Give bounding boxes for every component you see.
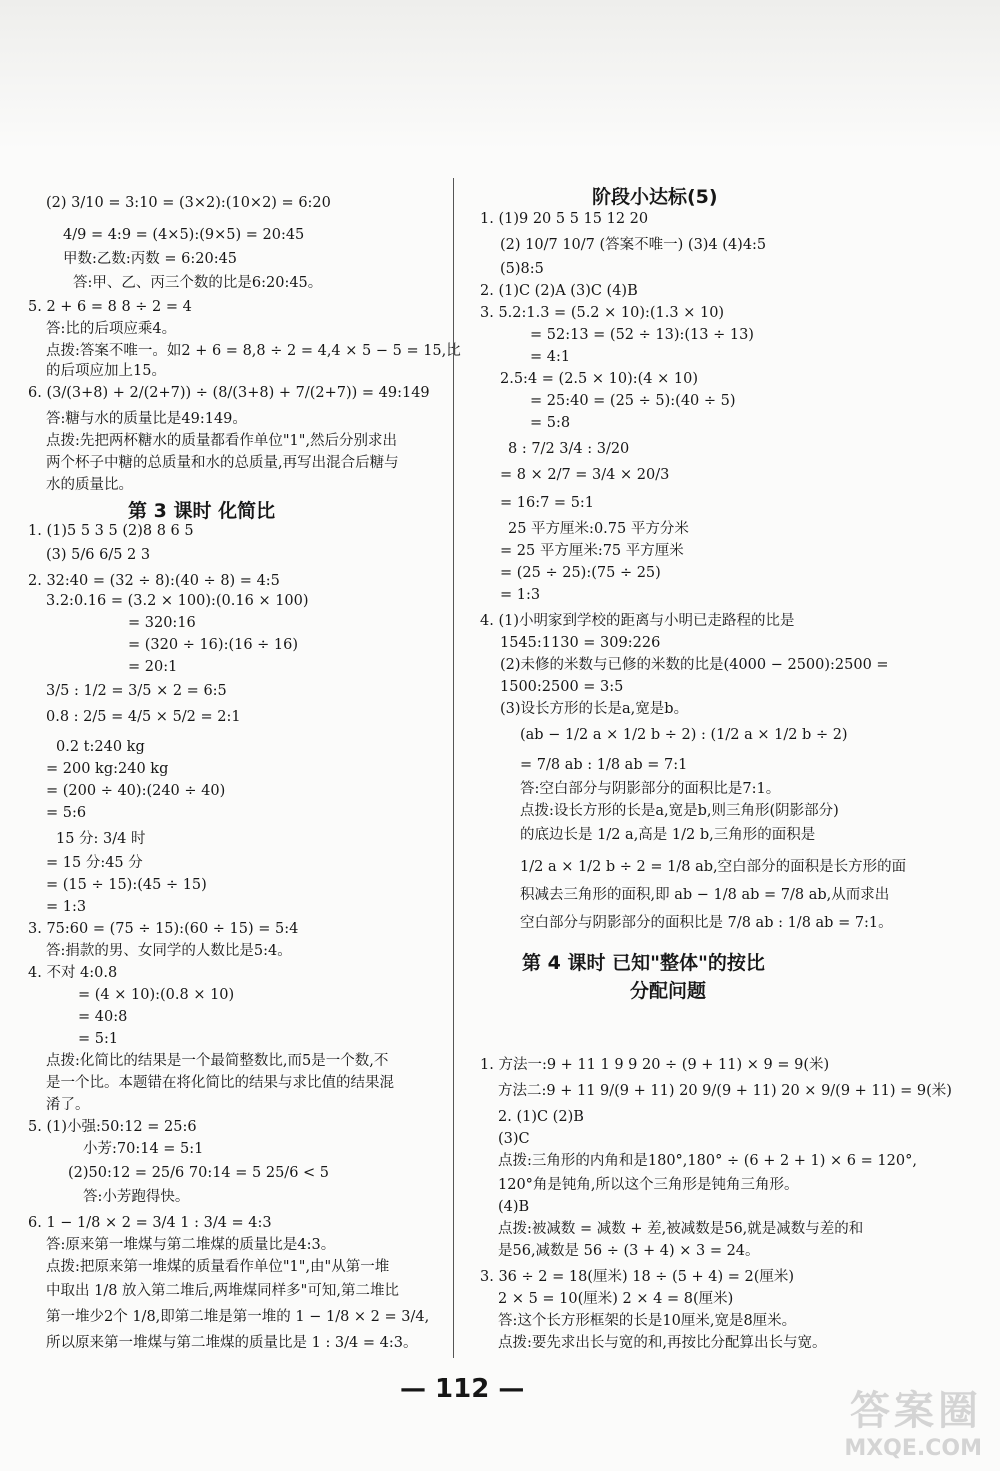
left-line: 答:糖与水的质量比是49:149。 [46, 411, 247, 427]
left-line: = 15 分:45 分 [46, 855, 143, 871]
right-line: 方法二:9 + 11 9/(9 + 11) 20 9/(9 + 11) 20 × 9/(9 + 11) = 9(米) [498, 1083, 952, 1099]
left-line: 3. 75:60 = (75 ÷ 15):(60 ÷ 15) = 5:4 [28, 921, 299, 937]
section-heading: 第 3 课时 化简比 [128, 500, 276, 522]
right-line: 点拨:被减数 = 减数 + 差,被减数是56,就是减数与差的和 [498, 1221, 864, 1237]
left-line: 答:捐款的男、女同学的人数比是5:4。 [46, 943, 292, 959]
right-line: 的底边长是 1/2 a,高是 1/2 b,三角形的面积是 [520, 827, 816, 843]
right-line: = 4:1 [530, 349, 571, 365]
left-line: 甲数:乙数:丙数 = 6:20:45 [63, 251, 238, 267]
right-line: 1. (1)9 20 5 5 15 12 20 [480, 211, 649, 227]
watermark-title: 答案圈 [850, 1388, 982, 1434]
left-line: 是一个比。本题错在将化简比的结果与求比值的结果混 [46, 1075, 394, 1091]
right-line: 点拨:要先求出长与宽的和,再按比分配算出长与宽。 [498, 1335, 827, 1351]
right-line: 点拨:设长方形的长是a,宽是b,则三角形(阴影部分) [520, 803, 839, 819]
watermark [844, 1379, 982, 1461]
section-heading: 第 4 课时 已知"整体"的按比 [522, 952, 765, 974]
left-line: = 40:8 [78, 1009, 128, 1025]
right-line: 3. 5.2:1.3 = (5.2 × 10):(1.3 × 10) [480, 305, 725, 321]
left-line: = (15 ÷ 15):(45 ÷ 15) [46, 877, 207, 893]
left-line: 点拨:先把两杯糖水的质量都看作单位"1",然后分别求出 [46, 433, 398, 449]
right-line: 2. (1)C (2)A (3)C (4)B [480, 283, 638, 299]
section-heading: 阶段小达标(5) [592, 186, 718, 208]
left-line: 3.2:0.16 = (3.2 × 100):(0.16 × 100) [46, 593, 309, 609]
left-line: 所以原来第一堆煤与第二堆煤的质量比是 1 : 3/4 = 4:3。 [46, 1335, 418, 1351]
left-line: 答:比的后项应乘4。 [46, 321, 177, 337]
left-line: = (320 ÷ 16):(16 ÷ 16) [128, 637, 299, 653]
left-line: 6. 1 − 1/8 × 2 = 3/4 1 : 3/4 = 4:3 [28, 1215, 272, 1231]
left-line: 3/5 : 1/2 = 3/5 × 2 = 6:5 [46, 683, 227, 699]
left-line: 第一堆少2个 1/8,即第二堆是第一堆的 1 − 1/8 × 2 = 3/4, [46, 1309, 430, 1325]
right-line: = 52:13 = (52 ÷ 13):(13 ÷ 13) [530, 327, 754, 343]
right-line: = 25 平方厘米:75 平方厘米 [500, 543, 684, 559]
right-line: 答:这个长方形框架的长是10厘米,宽是8厘米。 [498, 1313, 797, 1329]
left-line: = 1:3 [46, 899, 87, 915]
right-line: 25 平方厘米:0.75 平方分米 [508, 521, 689, 537]
left-line: = (4 × 10):(0.8 × 10) [78, 987, 235, 1003]
section-heading: 分配问题 [630, 980, 707, 1002]
right-line: 是56,减数是 56 ÷ (3 + 4) × 3 = 24。 [498, 1243, 760, 1259]
right-line: (5)8:5 [500, 261, 544, 277]
right-line: (2) 10/7 10/7 (答案不唯一) (3)4 (4)4:5 [500, 237, 767, 253]
right-line: = 25:40 = (25 ÷ 5):(40 ÷ 5) [530, 393, 736, 409]
left-line: 6. (3/(3+8) + 2/(2+7)) ÷ (8/(3+8) + 7/(2+7)) = 49:149 [28, 385, 430, 401]
left-line: (2)50:12 = 25/6 70:14 = 5 25/6 < 5 [68, 1165, 330, 1181]
left-line: 5. (1)小强:50:12 = 25:6 [28, 1119, 197, 1135]
left-line: 4/9 = 4:9 = (4×5):(9×5) = 20:45 [63, 227, 305, 243]
left-line: = 20:1 [128, 659, 178, 675]
left-line: 的后项应加上15。 [46, 363, 166, 379]
right-line: (ab − 1/2 a × 1/2 b ÷ 2) : (1/2 a × 1/2 b ÷ 2) [520, 727, 848, 743]
left-line: = 5:6 [46, 805, 87, 821]
right-line: 空白部分与阴影部分的面积比是 7/8 ab : 1/8 ab = 7:1。 [520, 915, 893, 931]
right-line: 2.5:4 = (2.5 × 10):(4 × 10) [500, 371, 698, 387]
left-line: 小芳:70:14 = 5:1 [83, 1141, 204, 1157]
right-line: (3)C [498, 1131, 530, 1147]
right-line: 2 × 5 = 10(厘米) 2 × 4 = 8(厘米) [498, 1291, 734, 1307]
right-line: (3)设长方形的长是a,宽是b。 [500, 701, 689, 717]
left-line: 点拨:答案不唯一。如2 + 6 = 8,8 ÷ 2 = 4,4 × 5 − 5 = 15,比 [46, 343, 461, 359]
left-line: 答:原来第一堆煤与第二堆煤的质量比是4:3。 [46, 1237, 336, 1253]
right-line: = 8 × 2/7 = 3/4 × 20/3 [500, 467, 670, 483]
right-line: 3. 36 ÷ 2 = 18(厘米) 18 ÷ (5 + 4) = 2(厘米) [480, 1269, 795, 1285]
right-line: (2)未修的米数与已修的米数的比是(4000 − 2500):2500 = [500, 657, 889, 673]
right-line: (4)B [498, 1199, 530, 1215]
left-line: 15 分: 3/4 时 [56, 831, 146, 847]
right-line: = 16:7 = 5:1 [500, 495, 595, 511]
left-line: 5. 2 + 6 = 8 8 ÷ 2 = 4 [28, 299, 192, 315]
left-line: 淆了。 [46, 1097, 90, 1113]
right-line: 点拨:三角形的内角和是180°,180° ÷ (6 + 2 + 1) × 6 = 120°, [498, 1153, 917, 1169]
left-line: 答:小芳跑得快。 [83, 1189, 190, 1205]
left-line: = 200 kg:240 kg [46, 761, 169, 777]
left-line: 0.2 t:240 kg [56, 739, 145, 755]
right-line: 答:空白部分与阴影部分的面积比是7:1。 [520, 781, 781, 797]
right-line: 积减去三角形的面积,即 ab − 1/8 ab = 7/8 ab,从而求出 [520, 887, 890, 903]
right-line: 1. 方法一:9 + 11 1 9 9 20 ÷ (9 + 11) × 9 = 9(米) [480, 1057, 830, 1073]
right-line: = (25 ÷ 25):(75 ÷ 25) [500, 565, 661, 581]
left-line: 点拨:化简比的结果是一个最简整数比,而5是一个数,不 [46, 1053, 389, 1069]
left-line: 2. 32:40 = (32 ÷ 8):(40 ÷ 8) = 4:5 [28, 573, 280, 589]
left-line: 中取出 1/8 放入第二堆后,两堆煤同样多"可知,第二堆比 [46, 1283, 399, 1299]
left-line: = 320:16 [128, 615, 196, 631]
left-line: 点拨:把原来第一堆煤的质量看作单位"1",由"从第一堆 [46, 1259, 390, 1275]
right-line: = 7/8 ab : 1/8 ab = 7:1 [520, 757, 688, 773]
right-line: 120°角是钝角,所以这个三角形是钝角三角形。 [498, 1177, 799, 1193]
left-line: (2) 3/10 = 3:10 = (3×2):(10×2) = 6:20 [46, 195, 331, 211]
left-line: (3) 5/6 6/5 2 3 [46, 547, 151, 563]
right-line: 8 : 7/2 3/4 : 3/20 [508, 441, 630, 457]
right-line: 2. (1)C (2)B [498, 1109, 584, 1125]
left-line: 0.8 : 2/5 = 4/5 × 5/2 = 2:1 [46, 709, 241, 725]
page-number: — 112 — [400, 1374, 525, 1404]
right-line: 1545:1130 = 309:226 [500, 635, 661, 651]
left-line: 1. (1)5 5 3 5 (2)8 8 6 5 [28, 523, 194, 539]
left-line: 4. 不对 4:0.8 [28, 965, 118, 981]
right-line: = 5:8 [530, 415, 571, 431]
right-line: 1/2 a × 1/2 b ÷ 2 = 1/8 ab,空白部分的面积是长方形的面 [520, 859, 907, 875]
left-line: = 5:1 [78, 1031, 119, 1047]
watermark-url: MXQE.COM [844, 1436, 982, 1461]
left-line: 水的质量比。 [46, 477, 133, 493]
left-line: 两个杯子中糖的总质量和水的总质量,再写出混合后糖与 [46, 455, 399, 471]
right-line: 1500:2500 = 3:5 [500, 679, 624, 695]
right-line: 4. (1)小明家到学校的距离与小明已走路程的比是 [480, 613, 795, 629]
right-line: = 1:3 [500, 587, 541, 603]
left-line: 答:甲、乙、丙三个数的比是6:20:45。 [73, 275, 323, 291]
left-line: = (200 ÷ 40):(240 ÷ 40) [46, 783, 226, 799]
scan-shadow [0, 0, 1000, 150]
